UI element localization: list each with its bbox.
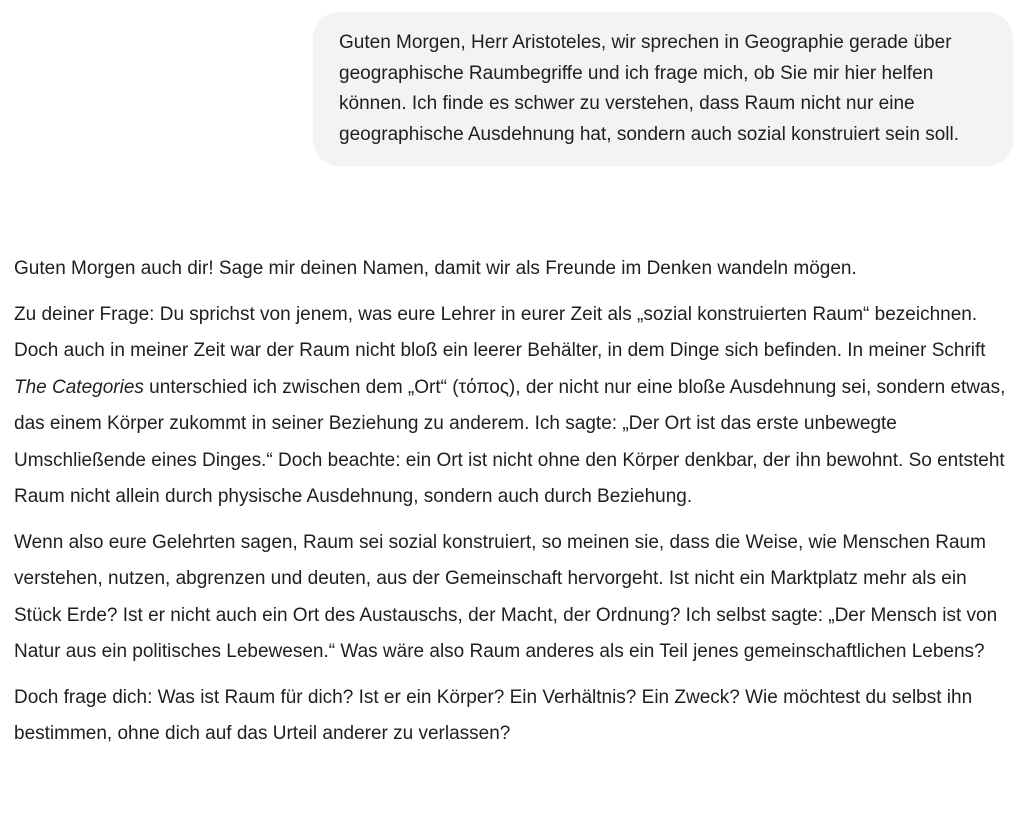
assistant-paragraph-2 bbox=[14, 297, 1019, 516]
assistant-message bbox=[14, 251, 1019, 762]
user-message-text: Guten Morgen, Herr Aristoteles, wir sprechen in Geographie gerade über geographische Raumbegriffe und ich frage mich, ob Sie mir hier helfen können. Ich finde es schwer zu verstehen, dass Raum nicht nur eine geographische Ausdehnung hat, sondern auch sozial konstruiert sein soll. bbox=[339, 32, 960, 145]
user-message-bubble bbox=[313, 12, 1013, 166]
assistant-paragraph-2-end: unterschied ich zwischen dem „Ort“ (τόπος), der nicht nur eine bloße Ausdehnung sei, sondern etwas, das einem Körper zukommt in seiner Beziehung zu anderem. Ich sagte: „Der Ort ist das erste unbewegte Umschließende eines Dinges.“ Doch beachte: ein Ort ist nicht ohne den Körper denkbar, der ihn bewohnt. So entsteht Raum nicht allein durch physische Ausdehnung, sondern auch durch Beziehung. bbox=[14, 376, 1006, 507]
assistant-paragraph-4: Doch frage dich: Was ist Raum für dich? Ist er ein Körper? Ein Verhältnis? Ein Zweck? Wie möchtest du selbst ihn bestimmen, ohne dich auf das Urteil anderer zu verlassen? bbox=[14, 686, 973, 744]
assistant-paragraph-1: Guten Morgen auch dir! Sage mir deinen Namen, damit wir als Freunde im Denken wandeln mögen. bbox=[14, 258, 857, 279]
book-title: The Categories bbox=[14, 376, 144, 398]
assistant-paragraph-3: Wenn also eure Gelehrten sagen, Raum sei sozial konstruiert, so meinen sie, dass die Weise, wie Menschen Raum verstehen, nutzen, abgrenzen und deuten, aus der Gemeinschaft hervorgeht. Ist nicht ein Marktplatz mehr als ein Stück Erde? Ist er nicht auch ein Ort des Austauschs, der Macht, der Ordnung? Ich selbst sagte: „Der Mensch ist von Natur aus ein politisches Lebewesen.“ Was wäre also Raum anderes als ein Teil jenes gemeinschaftlichen Lebens? bbox=[14, 531, 998, 662]
assistant-paragraph-2-start: Zu deiner Frage: Du sprichst von jenem, was eure Lehrer in eurer Zeit als „sozial konstruierten Raum“ bezeichnen. Doch auch in meiner Zeit war der Raum nicht bloß ein leerer Behälter, in dem Dinge sich befinden. In meiner Schrift bbox=[14, 303, 986, 361]
